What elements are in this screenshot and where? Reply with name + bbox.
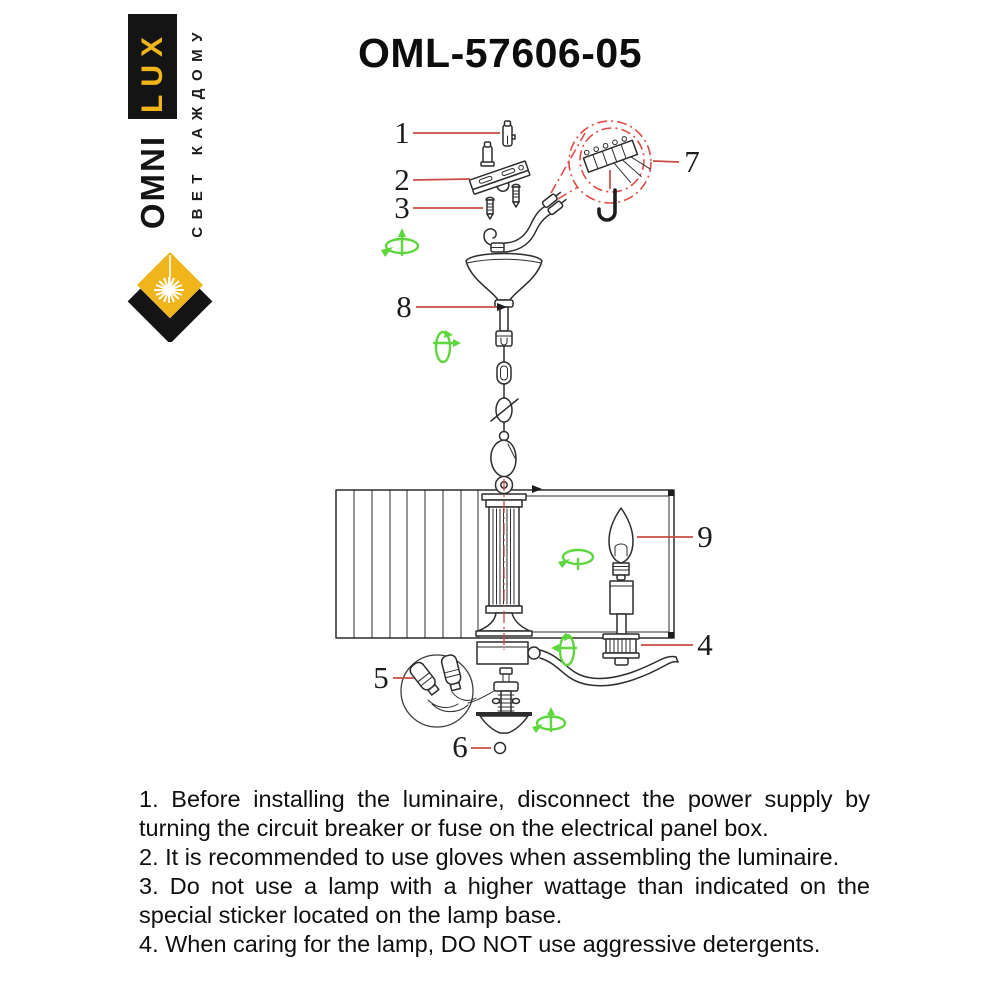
part-label-4: 4 [697,627,713,662]
part-label-7: 7 [684,144,700,179]
bottom-finial-assembly [476,668,532,754]
leader-lines [393,133,693,748]
part-label-2: 2 [394,162,410,197]
rotate-vertical-axis-icon [532,707,565,733]
part-decorative-ball [495,743,506,754]
part-screw [486,197,494,219]
part-wall-anchor [481,121,515,166]
instruction-item-4: 4. When caring for the lamp, DO NOT use aggressive detergents. [139,931,821,957]
screw-icon [512,184,520,207]
rotate-horizontal-axis-icon [434,330,461,362]
part-label-8: 8 [396,289,412,324]
rotate-vertical-axis-icon [381,228,418,257]
part-ceiling-canopy [466,254,542,347]
instruction-item-2: 2. It is recommended to use gloves when assembling the luminaire. [139,844,840,870]
part-label-6: 6 [452,729,468,764]
part-label-9: 9 [697,519,713,554]
instruction-item-1: 1. Before installing the luminaire, disconnect the power supply by turning the circuit breaker or fuse on the electrical panel box. [139,786,870,841]
part-socket-ring-nut [603,634,639,665]
logo-tagline: СВЕТ КАЖДОМУ [188,24,206,238]
part-label-1: 1 [394,115,410,150]
part-label-5: 5 [373,660,389,695]
part-mounting-bracket [469,161,532,207]
safety-instructions [139,785,870,959]
ceiling-hook-icon [599,190,615,220]
part-terminal-block-detail [551,121,652,220]
power-cable [484,190,568,252]
model-title: OML-57606-05 [357,30,642,76]
part-label-3: 3 [394,190,410,225]
logo-word-lux: LUX [135,28,169,113]
logo-word-omni: OMNI [133,134,171,230]
suspension-chain [491,346,518,477]
instruction-item-3: 3. Do not use a lamp with a higher wattage than indicated on the special sticker located on the lamp base. [139,873,870,928]
